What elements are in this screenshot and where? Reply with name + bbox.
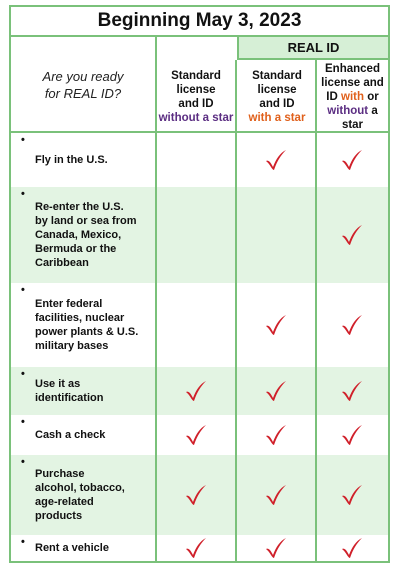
question-line: Are you ready <box>42 69 124 84</box>
check-cell <box>176 455 216 535</box>
row-label-line: by land or sea from <box>35 215 137 227</box>
check-cell <box>256 133 296 187</box>
column-header-line: license <box>176 83 216 96</box>
table-row <box>11 187 388 283</box>
table-row <box>11 455 388 535</box>
column-divider <box>315 60 317 561</box>
row-label-line: military bases <box>35 340 109 352</box>
check-cell <box>176 133 216 187</box>
check-cell <box>176 415 216 455</box>
column-header-standard-star <box>237 60 317 133</box>
row-label-line: Caribbean <box>35 257 89 269</box>
checkmark-icon <box>340 223 364 247</box>
check-cell <box>332 187 372 283</box>
bullet-icon: • <box>21 456 25 468</box>
column-divider <box>235 60 237 561</box>
bullet-icon: • <box>21 536 25 548</box>
row-label-line: age-related <box>35 496 94 508</box>
row-label-line: Enter federal <box>35 298 103 310</box>
check-cell <box>332 367 372 415</box>
row-label-line: products <box>35 510 83 522</box>
check-cell <box>332 535 372 561</box>
row-label-line: Fly in the U.S. <box>35 154 108 166</box>
table-row <box>11 415 388 455</box>
row-label-line: Rent a vehicle <box>35 542 109 554</box>
checkmark-icon <box>264 483 288 507</box>
column-divider <box>155 37 157 561</box>
checkmark-icon <box>264 148 288 172</box>
column-header-note: without a star <box>158 111 234 124</box>
row-label-line: Canada, Mexico, <box>35 229 122 241</box>
check-cell <box>176 535 216 561</box>
checkmark-icon <box>184 536 208 560</box>
check-cell <box>332 283 372 367</box>
bullet-icon: • <box>21 188 25 200</box>
row-label-text <box>35 377 103 405</box>
row-label-line: alcohol, tobacco, <box>35 482 125 494</box>
table-title: Beginning May 3, 2023 <box>11 7 388 37</box>
checkmark-icon <box>340 313 364 337</box>
check-cell <box>176 367 216 415</box>
column-header-line: license <box>257 83 297 96</box>
row-label-line: identification <box>35 392 104 404</box>
row-label <box>21 133 153 187</box>
column-header-note: with a star <box>248 111 306 124</box>
question-line: for REAL ID? <box>44 86 122 101</box>
row-label-text <box>35 153 108 167</box>
row-label-line: Cash a check <box>35 429 106 441</box>
row-label <box>21 367 153 415</box>
checkmark-icon <box>184 379 208 403</box>
column-header-line: license and <box>321 76 384 89</box>
row-label-line: facilities, nuclear <box>35 312 125 324</box>
row-label-line: Re-enter the U.S. <box>35 201 124 213</box>
checkmark-icon <box>340 536 364 560</box>
row-label-line: power plants & U.S. <box>35 326 139 338</box>
column-header-line: Enhanced <box>325 62 380 75</box>
real-id-header: REAL ID <box>237 37 388 60</box>
checkmark-icon <box>264 423 288 447</box>
bullet-icon: • <box>21 416 25 428</box>
checkmark-icon <box>340 483 364 507</box>
check-cell <box>176 283 216 367</box>
row-label <box>21 535 153 561</box>
check-cell <box>332 415 372 455</box>
bullet-icon: • <box>21 284 25 296</box>
row-label-line: Use it as <box>35 378 81 390</box>
note-fragment: a star <box>341 104 378 131</box>
check-cell <box>256 535 296 561</box>
checkmark-icon <box>184 423 208 447</box>
row-label-text <box>35 200 136 270</box>
row-label-text <box>35 467 125 523</box>
check-cell <box>256 187 296 283</box>
column-header-enhanced <box>317 60 388 133</box>
note-fragment: ID <box>326 90 341 103</box>
checkmark-icon <box>184 483 208 507</box>
column-header-line: and ID <box>178 97 214 110</box>
column-header-line: and ID <box>259 97 295 110</box>
row-label-text <box>35 428 105 442</box>
checkmark-icon <box>340 379 364 403</box>
table-row <box>11 367 388 415</box>
column-header-standard-no-star <box>155 60 237 133</box>
column-header-line <box>326 90 378 104</box>
header-divider <box>11 131 388 133</box>
check-cell <box>256 283 296 367</box>
table-row <box>11 133 388 187</box>
real-id-table <box>9 5 390 563</box>
check-cell <box>256 455 296 535</box>
bullet-icon: • <box>21 134 25 146</box>
row-label-line: Bermuda or the <box>35 243 117 255</box>
checkmark-icon <box>340 423 364 447</box>
question-text <box>11 37 155 133</box>
column-header-line <box>317 104 388 132</box>
column-header-line: Standard <box>252 69 302 82</box>
row-label-line: Purchase <box>35 468 85 480</box>
checkmark-icon <box>340 148 364 172</box>
checkmark-icon <box>264 379 288 403</box>
table-row <box>11 535 388 561</box>
checkmark-icon <box>264 536 288 560</box>
column-header-line: Standard <box>171 69 221 82</box>
row-label <box>21 283 153 367</box>
row-label-text <box>35 541 109 555</box>
bullet-icon: • <box>21 368 25 380</box>
table-row <box>11 283 388 367</box>
check-cell <box>332 455 372 535</box>
checkmark-icon <box>264 313 288 337</box>
check-cell <box>256 367 296 415</box>
row-label-text <box>35 297 138 353</box>
note-fragment: or <box>364 90 379 103</box>
check-cell <box>176 187 216 283</box>
row-label <box>21 187 153 283</box>
check-cell <box>332 133 372 187</box>
note-fragment: with <box>341 90 364 103</box>
row-label <box>21 415 153 455</box>
row-label <box>21 455 153 535</box>
check-cell <box>256 415 296 455</box>
note-fragment: without <box>327 104 369 117</box>
